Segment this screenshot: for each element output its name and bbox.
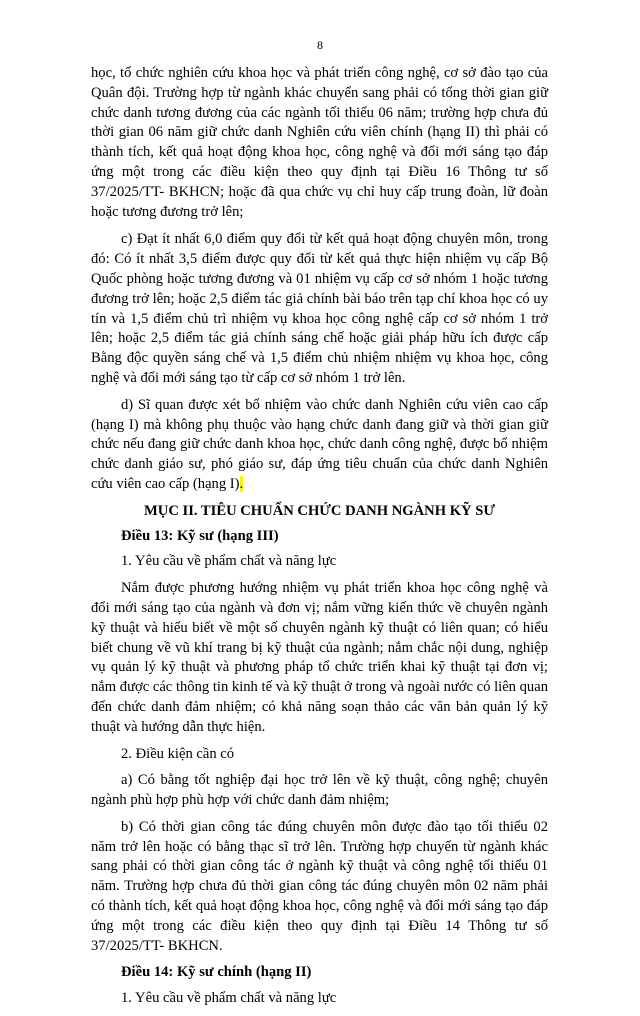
article-14-item-1: 1. Yêu cầu về phẩm chất và năng lực: [121, 990, 337, 1007]
paragraph-c: c) Đạt ít nhất 6,0 điểm quy đổi từ kết quả hoạt động chuyên môn, trong đó: Có ít nhất 3,5 điểm được quy đổi từ kết quả thực hiện nhiệm vụ cấp Bộ Quốc phòng hoặc tương đương và 01 nhiệm vụ cấp cơ sở nhóm 1 hoặc tương đương trở lên; hoặc 2,5 điểm tác giả chính bài báo trên tạp chí khoa học có uy tín và 1,5 điểm chủ trì nhiệm vụ khoa học công nghệ cấp cơ sở nhóm 1 trở lên; hoặc 2,5 điểm tác giả chính sáng chế hoặc giải pháp hữu ích được cấp Bằng độc quyền sáng chế và 1,5 điểm chủ nhiệm nhiệm vụ khoa học, công nghệ và đổi mới sáng tạo từ cấp cơ sở nhóm 1 trở lên.: [91, 231, 548, 386]
section-title: MỤC II. TIÊU CHUẨN CHỨC DANH NGÀNH KỸ SƯ: [144, 502, 495, 519]
article-13-item-2: 2. Điều kiện cần có: [121, 745, 235, 762]
paragraph-continuation: học, tổ chức nghiên cứu khoa học và phát triển công nghệ, cơ sở đào tạo của Quân đội. Trường hợp từ ngành khác chuyển sang phải có tổng thời gian giữ chức danh tương đương của các ngành tối thiểu 06 năm; trường hợp chưa đủ thời gian 06 năm giữ chức danh Nghiên cứu viên chính (hạng II) thì phải có thành tích, kết quả hoạt động khoa học, công nghệ và đổi mới sáng tạo đáp ứng một trong các điều kiện theo quy định tại Điều 16 Thông tư số 37/2025/TT- BKHCN; hoặc đã qua chức vụ chỉ huy cấp trung đoàn, lữ đoàn hoặc tương đương trở lên;: [91, 65, 548, 220]
highlight-mark: .: [239, 475, 244, 492]
article-13-item-1: 1. Yêu cầu về phẩm chất và năng lực: [121, 553, 337, 570]
article-13-qualities: Nắm được phương hướng nhiệm vụ phát triển khoa học công nghệ và đổi mới sáng tạo của ngành và đơn vị; nắm vững kiến thức về chuyên ngành kỹ thuật và hiểu biết về một số chuyên ngành kỹ thuật có liên quan; có hiểu biết chung về vũ khí trang bị kỹ thuật của ngành; nắm chắc nội dung, nghiệp vụ quản lý kỹ thuật và phương pháp tổ chức triển khai kỹ thuật tại đơn vị; nắm được các thông tin kinh tế và kỹ thuật ở trong và ngoài nước có liên quan đến chức danh đảm nhiệm; có khả năng soạn thảo các văn bản quản lý kỹ thuật và hướng dẫn thực hiện.: [91, 580, 548, 735]
article-14-title: Điều 14: Kỹ sư chính (hạng II): [121, 964, 312, 981]
article-13-condition-a: a) Có bằng tốt nghiệp đại học trở lên về kỹ thuật, công nghệ; chuyên ngành phù hợp phù hợp với chức danh đảm nhiệm;: [91, 772, 548, 809]
paragraph-d: [91, 396, 548, 495]
paragraph-d-text: d) Sĩ quan được xét bổ nhiệm vào chức danh Nghiên cứu viên cao cấp (hạng I) mà không phụ thuộc vào hạng chức danh đang giữ và thời gian giữ chức nếu đang giữ chức danh khoa học, chức danh công nghệ, được bổ nhiệm chức danh giáo sư, phó giáo sư, đáp ứng tiêu chuẩn của chức danh Nghiên cứu viên cao cấp (hạng I): [91, 396, 548, 492]
article-13-title: Điều 13: Kỹ sư (hạng III): [121, 527, 279, 544]
document-body: [91, 64, 548, 1016]
article-13-condition-b: b) Có thời gian công tác đúng chuyên môn được đào tạo tối thiểu 02 năm trở lên hoặc có bằng thạc sĩ trở lên. Trường hợp chuyển từ ngành khác sang phải có thời gian công tác ở ngành kỹ thuật và công nghệ tối thiểu 01 năm. Trường hợp chưa đủ thời gian công tác đúng chuyên môn 02 năm phải có thành tích, kết quả hoạt động khoa học, công nghệ và đổi mới sáng tạo đáp ứng một trong các điều kiện theo quy định tại Điều 14 Thông tư số 37/2025/TT- BKHCN.: [91, 818, 548, 954]
page-number: 8: [317, 38, 323, 52]
